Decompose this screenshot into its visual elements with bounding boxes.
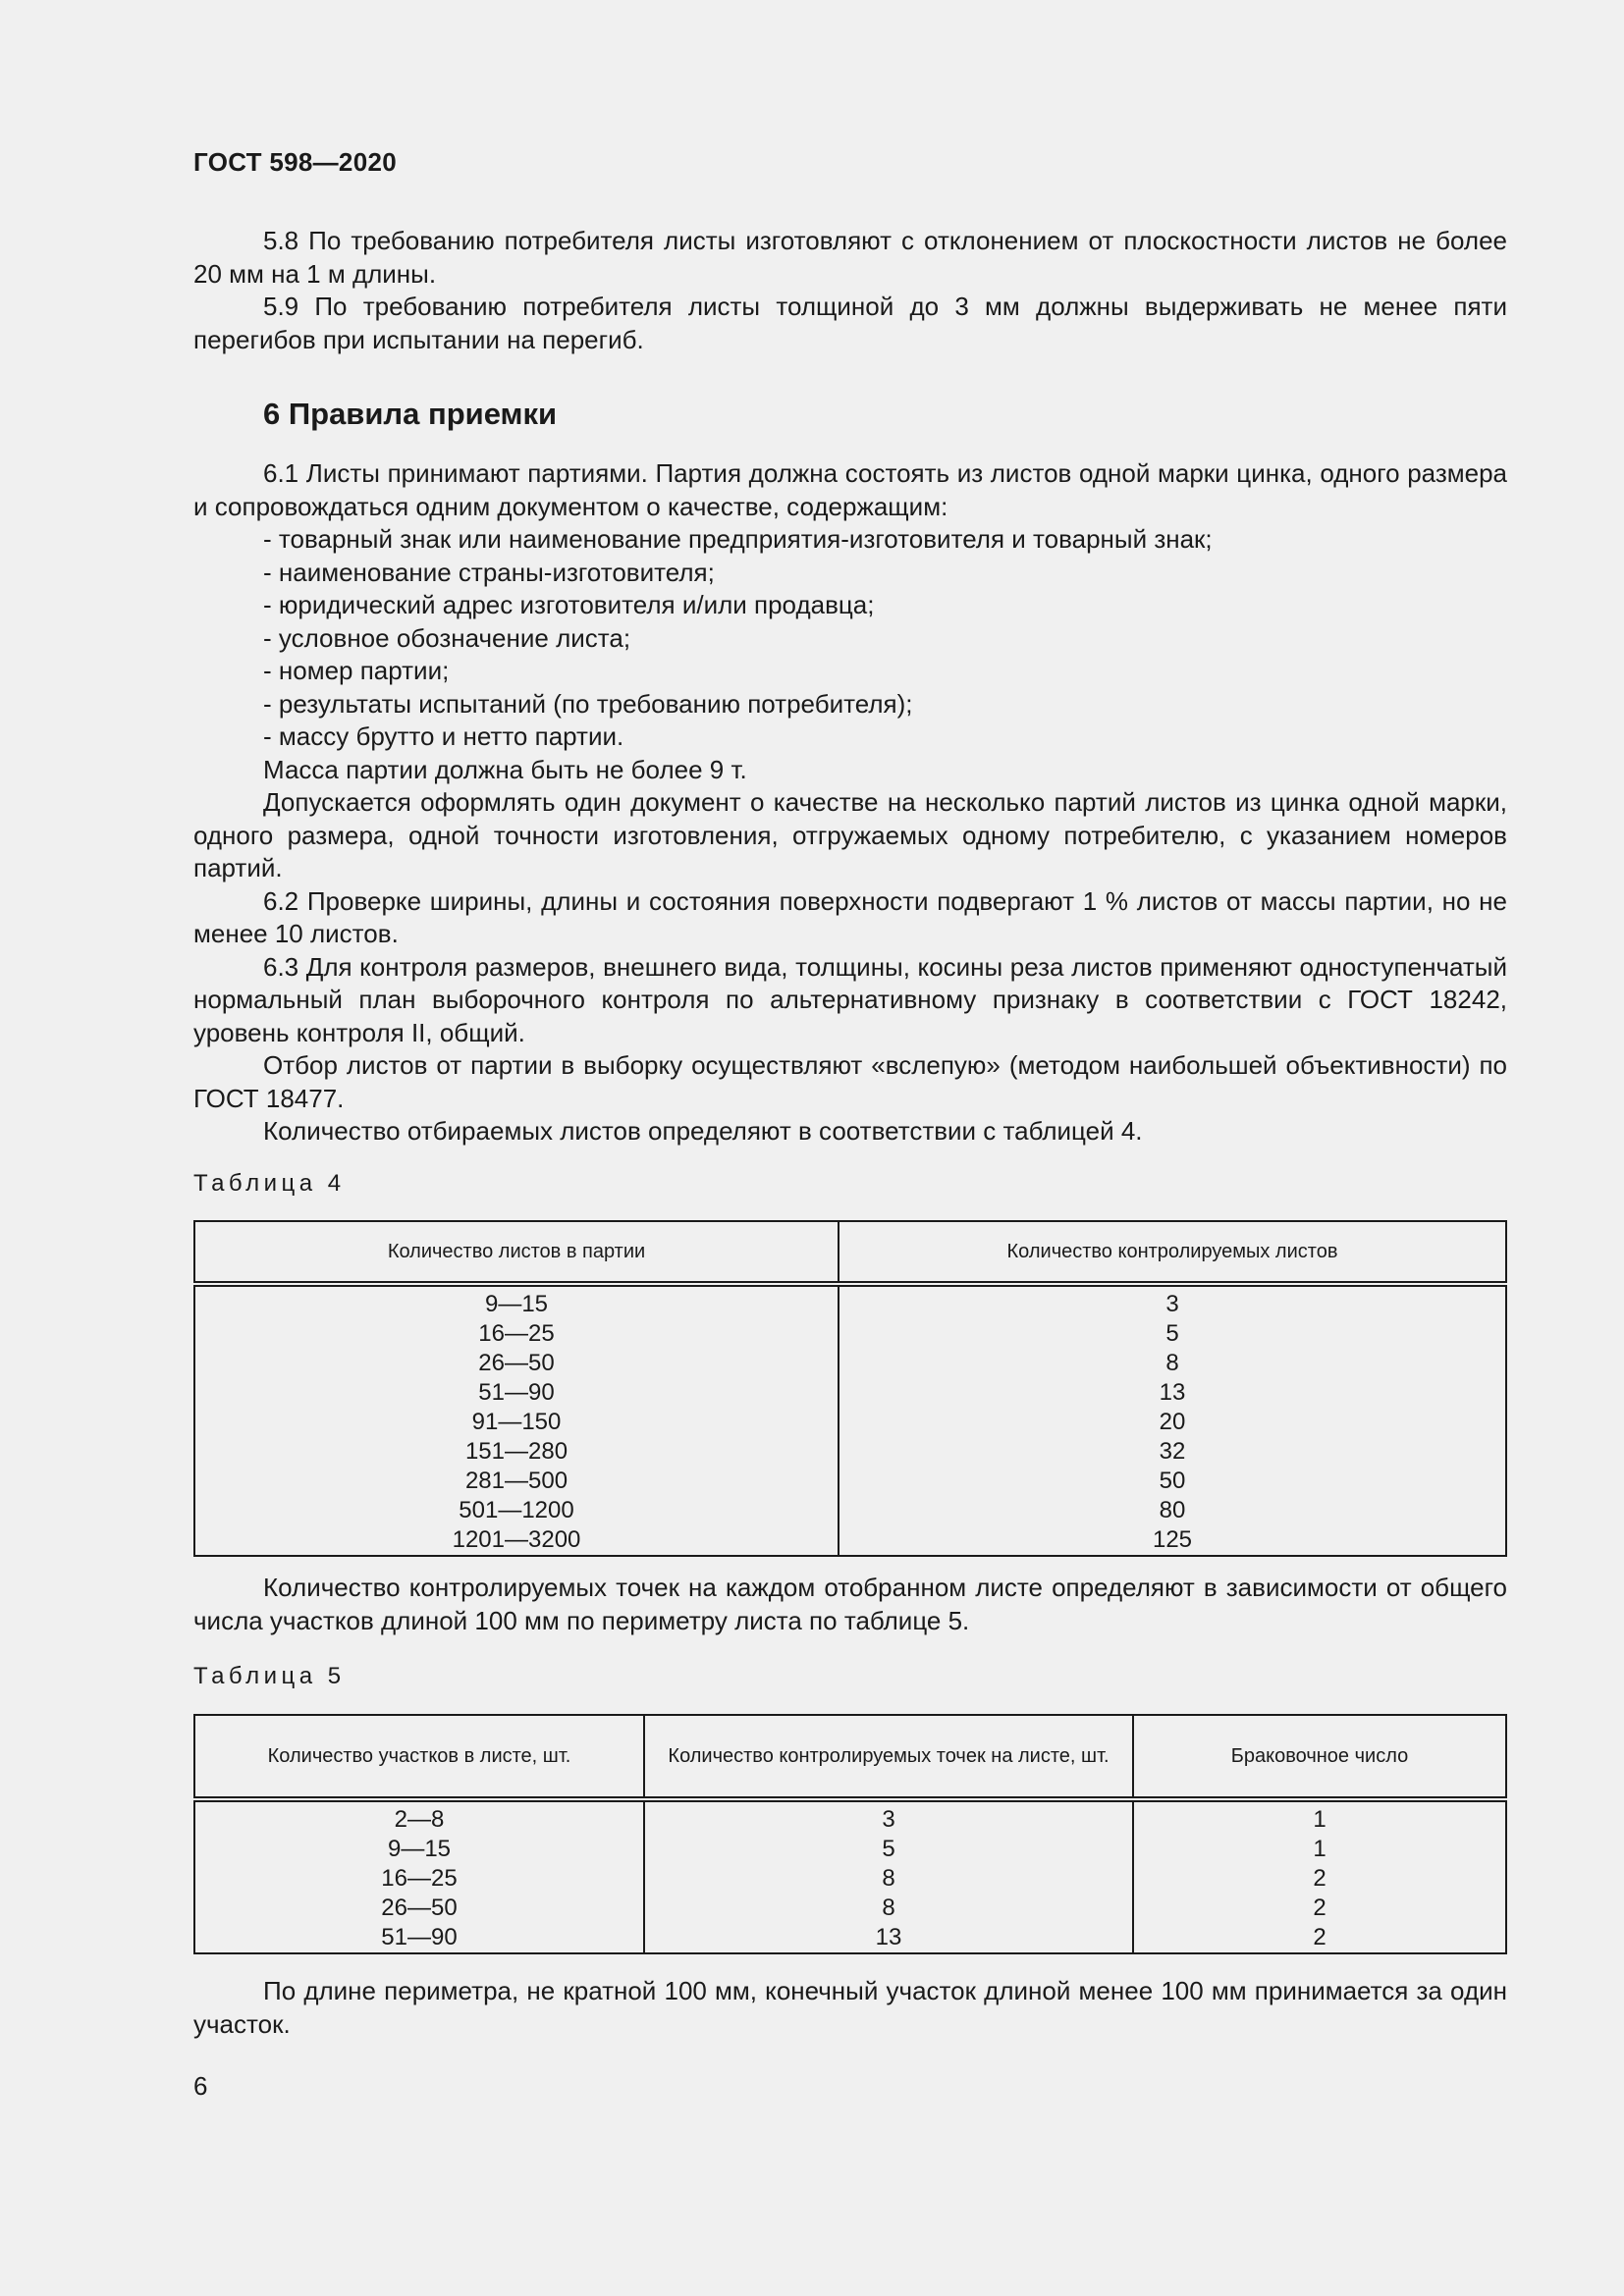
table-cell: 2—8 9—15 16—25 26—50 51—90	[381, 1806, 458, 1950]
table-5-header-3: Браковочное число	[1133, 1715, 1506, 1799]
paragraph-6-3: 6.3 Для контроля размеров, внешнего вида, толщины, косины реза листов применяют одноступенчатый нормальный план выборочного контроля по альтернативному признаку в соответствии с ГОСТ 18242, уровень контроля II, общий.	[193, 951, 1507, 1047]
table-cell: 1 1 2 2 2	[1133, 1799, 1506, 1953]
table-cell: 9—15 16—25 26—50 51—90 91—150 151—280 281—500 501—1200 1201—3200	[452, 1291, 581, 1553]
paragraph-mass: Масса партии должна быть не более 9 т.	[263, 754, 747, 784]
table-5	[193, 1714, 1507, 1954]
paragraph-selection: Отбор листов от партии в выборку осуществляют «вслепую» (методом наибольшей объективности) по ГОСТ 18477.	[193, 1050, 1507, 1113]
paragraph-after-table-4: Количество контролируемых точек на каждом отобранном листе определяют в зависимости от общего числа участков длиной 100 мм по периметру листа по таблице 5.	[193, 1573, 1507, 1635]
table-cell: 3 5 8 13 20 32 50 80 125	[839, 1284, 1506, 1556]
table-4-header-1: Количество листов в партии	[194, 1221, 839, 1284]
table-4	[193, 1220, 1507, 1557]
list-item: - массу брутто и нетто партии.	[263, 721, 624, 751]
list-item: - юридический адрес изготовителя и/или продавца;	[263, 590, 875, 619]
paragraphs-top	[193, 225, 1507, 356]
table-4-header-2: Количество контролируемых листов	[839, 1221, 1506, 1284]
table-5-caption: Таблица 5	[193, 1663, 346, 1689]
table-5-header-2: Количество контролируемых точек на листе, шт.	[644, 1715, 1133, 1799]
table-4-caption: Таблица 4	[193, 1170, 346, 1197]
list-item: - условное обозначение листа;	[263, 622, 631, 653]
table-5-header-1: Количество участков в листе, шт.	[194, 1715, 644, 1799]
paragraph-6-1: 6.1 Листы принимают партиями. Партия должна состоять из листов одной марки цинка, одного размера и сопровождаться одним документом о качестве, содержащим:	[193, 458, 1507, 521]
paragraph-allow: Допускается оформлять один документ о качестве на несколько партий листов из цинка одной марки, одного размера, одной точности изготовления, отгружаемых одному потребителю, с указанием номеров партий.	[193, 787, 1507, 882]
paragraph-count: Количество отбираемых листов определяют в соответствии с таблицей 4.	[263, 1116, 1143, 1146]
section-6-body	[193, 457, 1507, 1148]
list-item: - товарный знак или наименование предприятия-изготовителя и товарный знак;	[263, 524, 1213, 554]
list-item: - наименование страны-изготовителя;	[263, 557, 715, 587]
page-number: 6	[193, 2071, 208, 2101]
final-paragraph: По длине периметра, не кратной 100 мм, конечный участок длиной менее 100 мм принимается за один участок.	[193, 1976, 1507, 2039]
table-cell: 3 5 8 8 13	[644, 1799, 1133, 1953]
paragraph-5-9: 5.9 По требованию потребителя листы толщиной до 3 мм должны выдерживать не менее пяти перегибов при испытании на перегиб.	[193, 292, 1507, 354]
list-item: - результаты испытаний (по требованию потребителя);	[263, 688, 913, 719]
paragraph-5-8: 5.8 По требованию потребителя листы изготовляют с отклонением от плоскостности листов не более 20 мм на 1 м длины.	[193, 226, 1507, 289]
document-header: ГОСТ 598—2020	[193, 147, 397, 177]
paragraph-6-2: 6.2 Проверке ширины, длины и состояния поверхности подвергают 1 % листов от массы партии, но не менее 10 листов.	[193, 885, 1507, 948]
section-title: 6 Правила приемки	[263, 397, 558, 431]
list-item: - номер партии;	[263, 656, 450, 685]
